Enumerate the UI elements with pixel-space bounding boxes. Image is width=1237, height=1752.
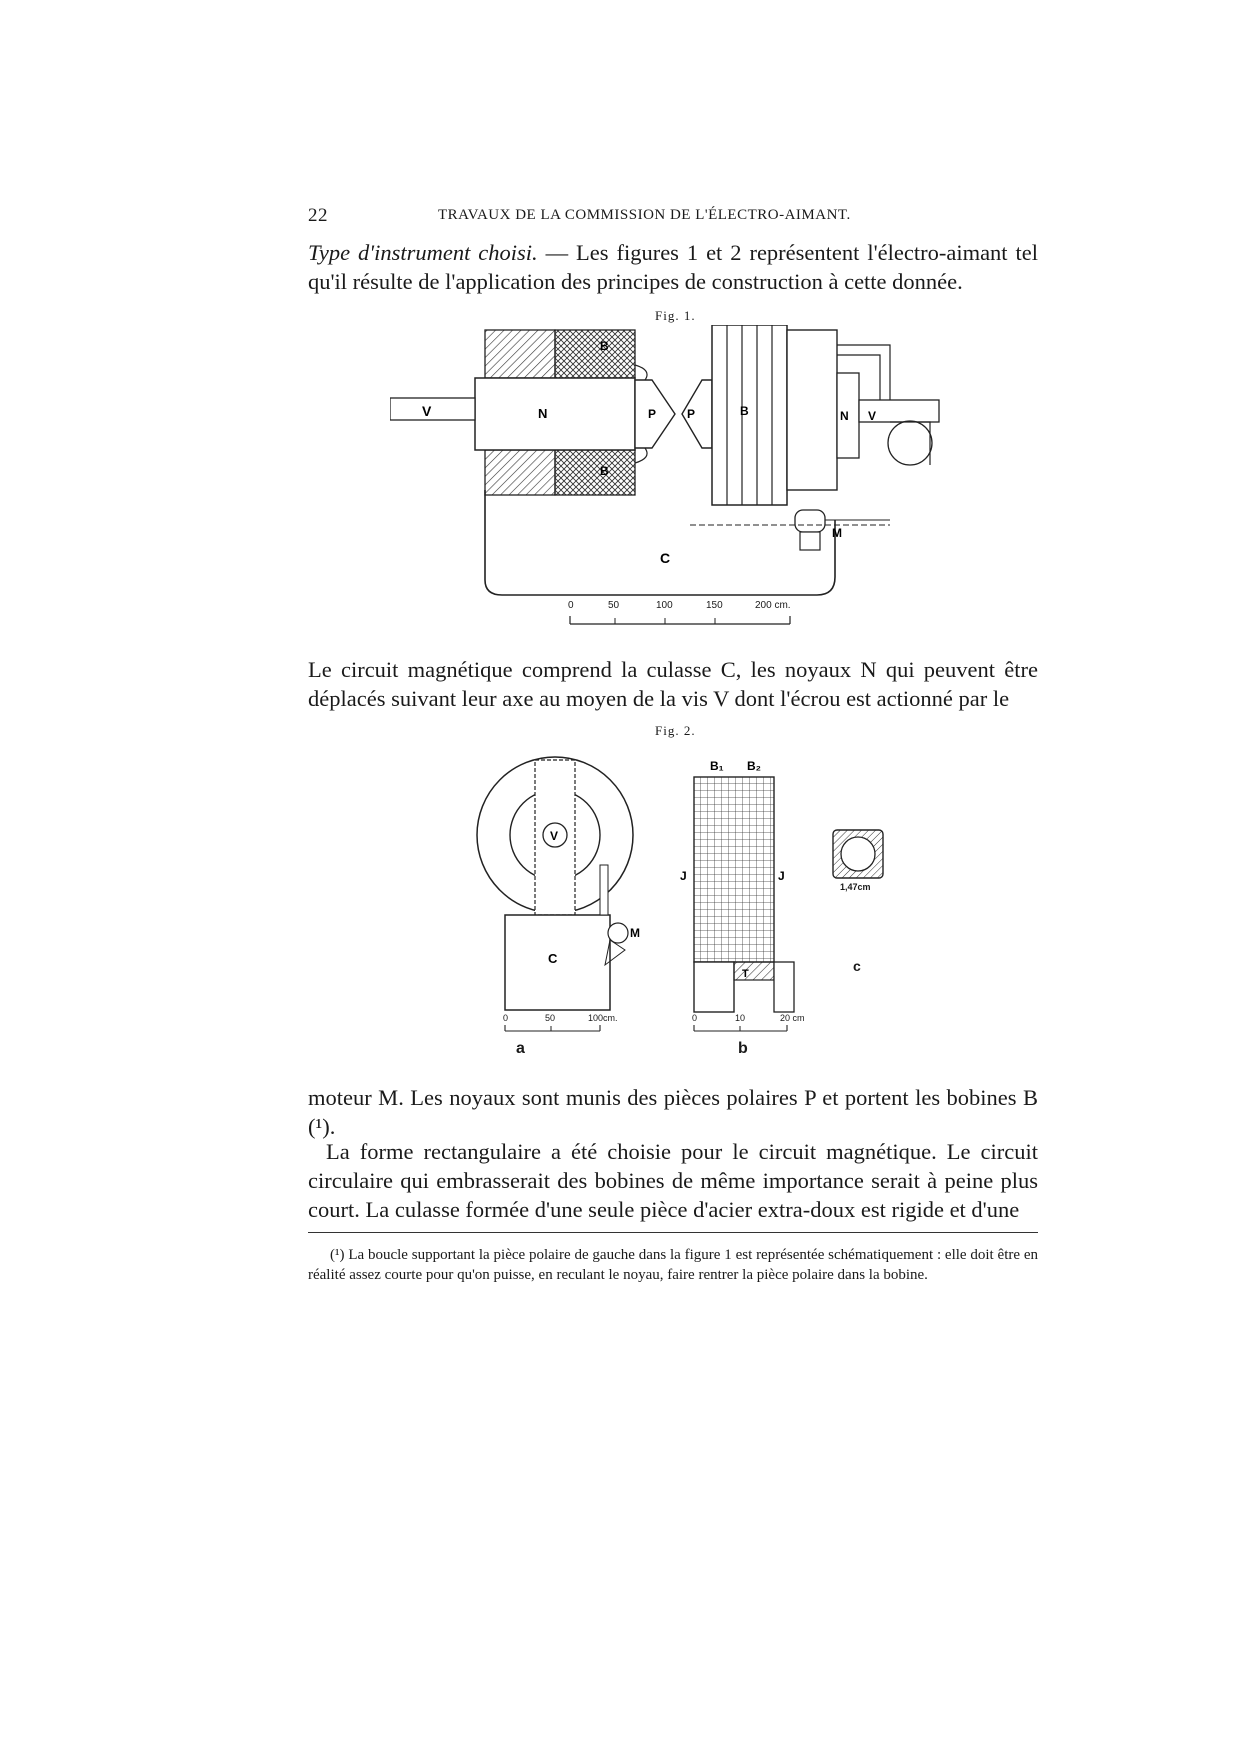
- fig2a-scale: [503, 1013, 623, 1037]
- running-header: [308, 205, 1038, 229]
- fig1-scale: [568, 600, 818, 630]
- fig1-label-v-left: V: [422, 403, 432, 419]
- page-number: 22: [308, 205, 328, 226]
- fig1-scale-200: 200 cm.: [755, 600, 791, 611]
- fig2b-label-t: T: [742, 968, 749, 980]
- fig1-label-c: C: [660, 550, 671, 566]
- running-title: TRAVAUX DE LA COMMISSION DE L'ÉLECTRO-AIMANT.: [438, 207, 851, 223]
- fig1-caption: Fig. 1.: [655, 308, 696, 323]
- fig2-caption: Fig. 2.: [655, 723, 696, 738]
- fig1-scale-100: 100: [656, 600, 673, 611]
- fig2b-label-b2: B₂: [747, 759, 761, 773]
- fig1-label-b-top: B: [600, 339, 609, 353]
- paragraph-rectangular: La forme rectangulaire a été choisie pour le circuit magnétique. Le circuit circulaire qui embrasserait des bobines de même importance serait à peine plus court. La culasse formée d'une seule pièce d'acier extra-doux est rigide et d'une: [308, 1139, 1038, 1222]
- fig2b-scale-10: 10: [735, 1013, 746, 1023]
- fig1-label-n-right: N: [840, 409, 849, 423]
- fig2b-label-b1: B₁: [710, 759, 724, 773]
- fig1-scale-50: 50: [608, 600, 620, 611]
- fig2b-label-j-left: J: [680, 869, 687, 883]
- footnote-rule: [308, 1232, 1038, 1233]
- figure-2a: [460, 755, 660, 1015]
- footnote-text: La boucle supportant la pièce polaire de gauche dans la figure 1 est représentée schématiquement : elle doit être en réalité assez courte pour qu'on puisse, en reculant le noyau, faire rentrer la pièce polaire dans la bobine.: [308, 1247, 1038, 1283]
- fig2a-label-m: M: [630, 926, 640, 940]
- fig2a-scale-100: 100cm.: [588, 1013, 618, 1023]
- fig1-label-v-right: V: [868, 409, 877, 423]
- fig1-label-m: M: [832, 526, 842, 540]
- fig1-label-p-left: P: [648, 407, 657, 421]
- footnote-marker: (¹): [330, 1247, 345, 1263]
- paragraph-circuit: Le circuit magnétique comprend la culasse C, les noyaux N qui peuvent être déplacés suivant leur axe au moyen de la vis V dont l'écrou est actionné par le: [308, 657, 1038, 711]
- fig1-label-p-right: P: [687, 407, 696, 421]
- intro-paragraph: [308, 238, 1038, 296]
- fig2b-scale-20: 20 cm: [780, 1013, 805, 1023]
- fig2a-label-c: C: [548, 951, 558, 966]
- footnote: [308, 1245, 1038, 1285]
- fig2c-sublabel: c: [853, 958, 861, 974]
- intro-text: — Les figures 1 et 2 représentent l'électro-aimant tel qu'il résulte de l'application des principes de construction à cette donnée.: [308, 240, 1038, 294]
- fig2c-dimension: 1,47cm: [840, 882, 871, 892]
- intro-italic-lead: Type d'instrument choisi.: [308, 240, 538, 265]
- fig2a-label-v: V: [550, 829, 559, 843]
- fig2a-sublabel: a: [516, 1040, 525, 1057]
- fig2b-scale-0: 0: [692, 1013, 698, 1023]
- figure-1-electromagnet: [390, 325, 960, 635]
- paragraph-motor: moteur M. Les noyaux sont munis des pièces polaires P et portent les bobines B (¹).: [308, 1085, 1038, 1139]
- fig1-label-b-bottom: B: [600, 464, 609, 478]
- fig2a-scale-0: 0: [503, 1013, 509, 1023]
- figure-2b: [672, 755, 807, 1015]
- fig1-scale-0: 0: [568, 600, 574, 611]
- fig2b-sublabel: b: [738, 1040, 748, 1057]
- figure-2c: [828, 828, 898, 888]
- fig2a-scale-50: 50: [545, 1013, 556, 1023]
- fig2b-label-j-right: J: [778, 869, 785, 883]
- fig1-label-b-right: B: [740, 404, 749, 418]
- fig2b-scale: [692, 1013, 822, 1037]
- fig1-label-n-left: N: [538, 406, 548, 421]
- fig1-scale-150: 150: [706, 600, 723, 611]
